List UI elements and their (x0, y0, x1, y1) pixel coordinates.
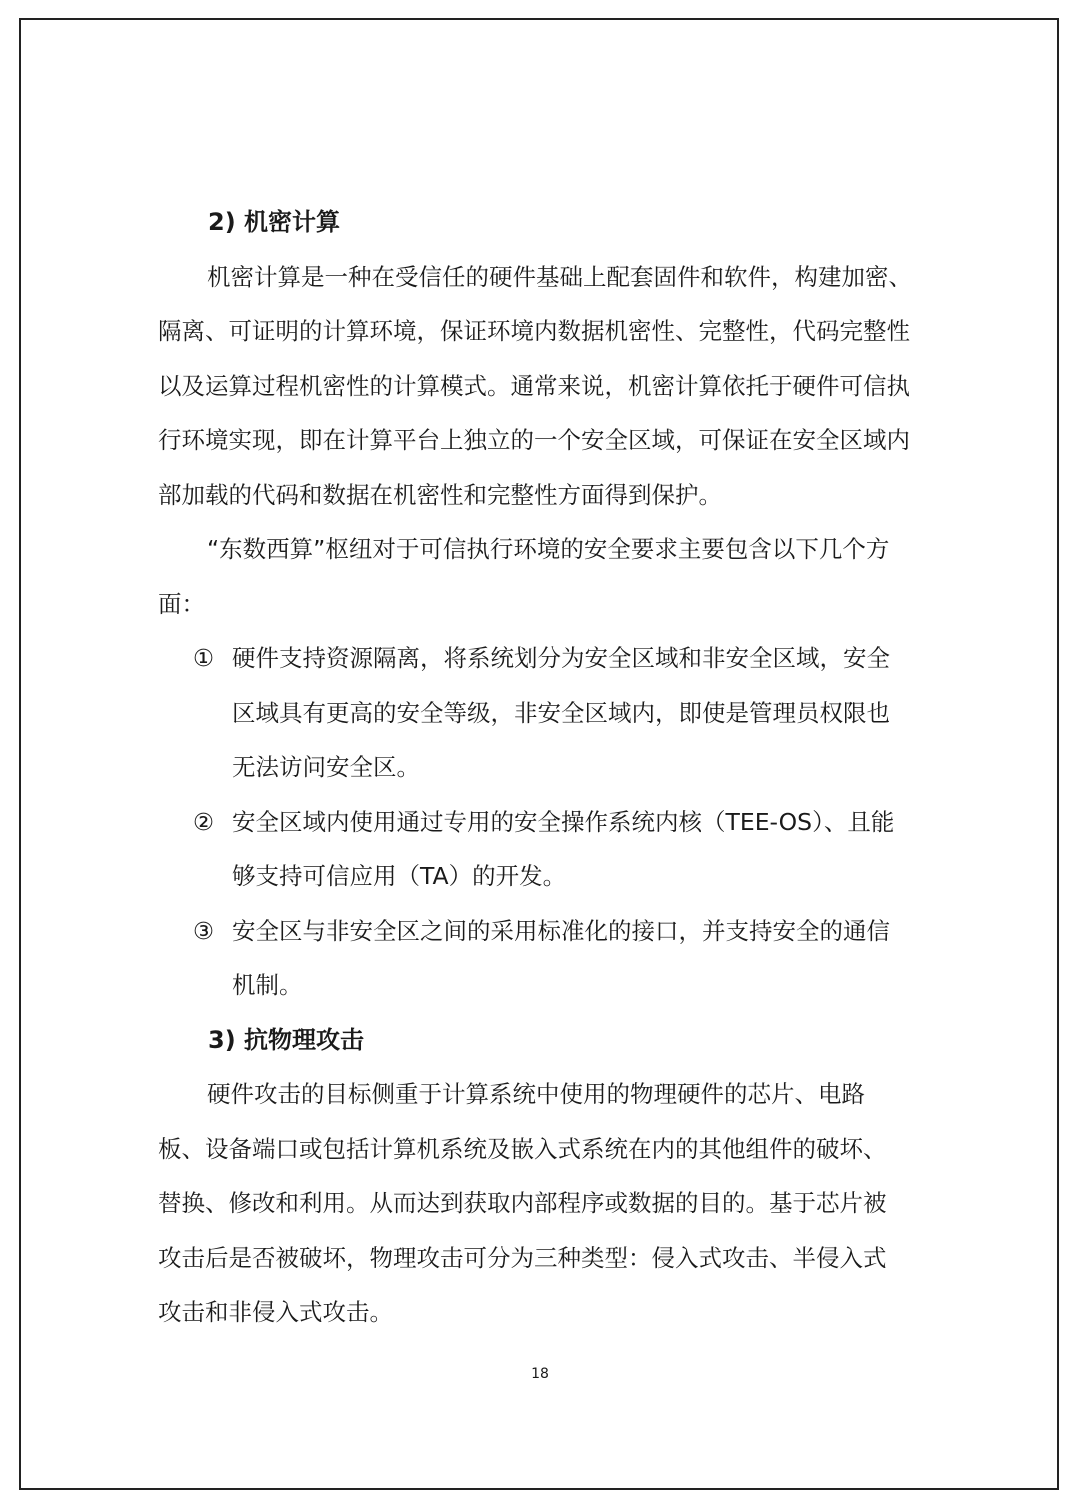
list-item-line (158, 631, 938, 686)
text-line: 隔离、可证明的计算环境，保证环境内数据机密性、完整性，代码完整性 (158, 317, 910, 345)
text-line: 面： (158, 589, 205, 618)
paragraph-hardware-attack (158, 1067, 938, 1340)
text-line: 攻击和非侵入式攻击。 (158, 1298, 393, 1326)
requirement-list (158, 631, 938, 1013)
text-line: 部加载的代码和数据在机密性和完整性方面得到保护。 (158, 480, 722, 509)
list-item-line: 机制。 (232, 971, 303, 999)
list-item-number: ③ (193, 916, 215, 945)
text-line: “东数西算”枢纽对于可信执行环境的安全要求主要包含以下几个方 (207, 535, 890, 563)
page-number: 18 (531, 1366, 549, 1382)
text-line: 硬件攻击的目标侧重于计算系统中使用的物理硬件的芯片、电路 (207, 1080, 865, 1108)
list-item-line: 区域具有更高的安全等级，非安全区域内，即使是管理员权限也 (232, 698, 890, 727)
list-item-2 (158, 795, 938, 904)
list-item-text: 安全区与非安全区之间的采用标准化的接口，并支持安全的通信 (232, 916, 890, 945)
list-item-text: 硬件支持资源隔离，将系统划分为安全区域和非安全区域，安全 (232, 644, 890, 672)
text-line: 替换、修改和利用。从而达到获取内部程序或数据的目的。基于芯片被 (158, 1189, 887, 1217)
text-line: 攻击后是否被破坏，物理攻击可分为三种类型：侵入式攻击、半侵入式 (158, 1243, 887, 1272)
text-line: 机密计算是一种在受信任的硬件基础上配套固件和软件，构建加密、 (207, 262, 912, 291)
section-heading-anti-physical-attack: 3) 抗物理攻击 (208, 1025, 365, 1054)
text-line: 以及运算过程机密性的计算模式。通常来说，机密计算依托于硬件可信执 (158, 371, 910, 400)
paragraph-confidential-computing-definition (158, 250, 938, 523)
document-body (158, 195, 938, 1340)
list-item-1 (158, 631, 938, 795)
list-item-line: 够支持可信应用（TA）的开发。 (232, 862, 567, 890)
list-item-text: 安全区域内使用通过专用的安全操作系统内核（TEE-OS）、且能 (232, 807, 895, 836)
list-item-line (158, 904, 938, 959)
section-heading-confidential-computing: 2) 机密计算 (208, 208, 341, 236)
text-line: 行环境实现，即在计算平台上独立的一个安全区域，可保证在安全区域内 (158, 426, 910, 454)
list-item-line: 无法访问安全区。 (232, 753, 420, 781)
list-item-number: ② (193, 807, 215, 836)
paragraph-tee-requirements-intro (158, 522, 938, 631)
list-item-number: ① (193, 644, 215, 672)
list-item-3 (158, 904, 938, 1013)
list-item-line (158, 795, 938, 850)
text-line: 板、设备端口或包括计算机系统及嵌入式系统在内的其他组件的破坏、 (158, 1134, 887, 1163)
